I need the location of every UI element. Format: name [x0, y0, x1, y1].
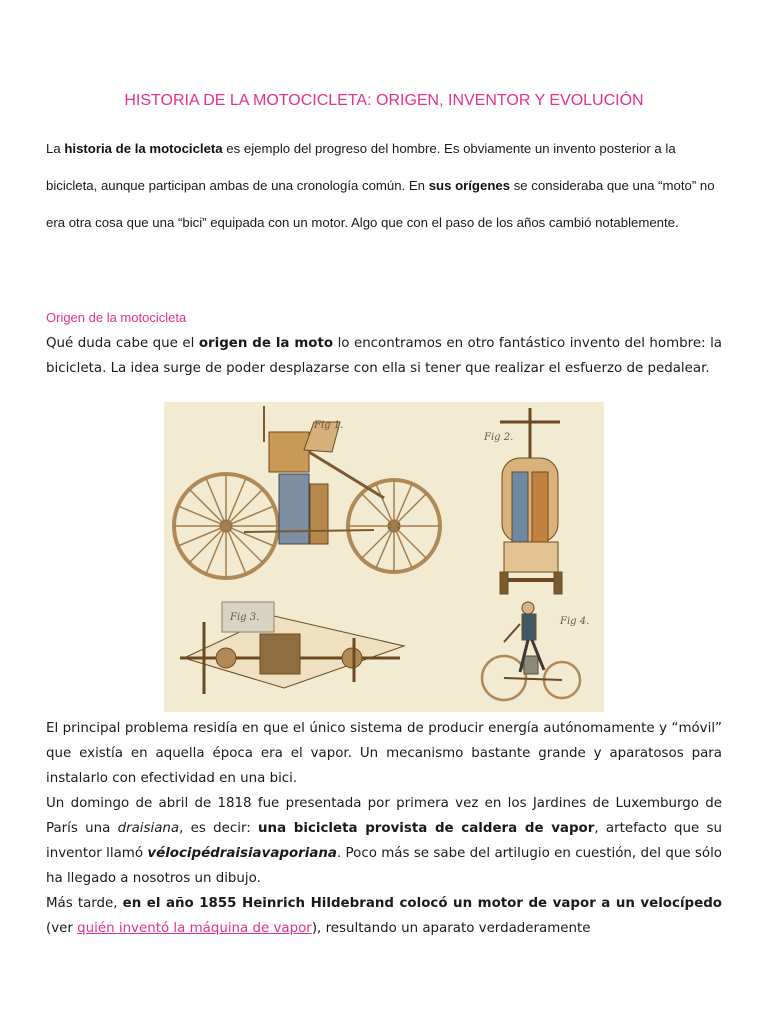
origin-text-2: lo encontramos en otro fantástico invento del hombre: la bicicleta. La idea surge de poder desplazarse con ella si tener que realizar el esfuerzo de pedalear.: [46, 336, 722, 376]
history-text-8: ), resultando un aparato verdaderamente: [311, 921, 591, 936]
intro-bold-2: sus orígenes: [428, 178, 511, 193]
fig3-label: Fig 3.: [230, 612, 260, 623]
intro-bold-1: historia de la motocicleta: [64, 141, 223, 156]
steam-engine-link[interactable]: quién inventó la máquina de vapor: [77, 921, 312, 936]
history-bold-1: una bicicleta provista de caldera de vapor: [258, 821, 595, 836]
history-text-4: , artefacto que su inventor llamó: [46, 821, 723, 861]
history-text-7: (ver: [46, 921, 78, 936]
fig3-drawing: [180, 602, 404, 694]
history-bold-2: en el año 1855 Heinrich Hildebrand colocó un motor de vapor a un velocípedo: [122, 896, 722, 911]
origin-text-1: Qué duda cabe que el: [46, 336, 199, 351]
history-text-5: . Poco más se sabe del artilugio en cuestión, del que sólo ha llegado a nosotros un dibujo.: [46, 846, 722, 886]
intro-text-2: es ejemplo del progreso del hombre. Es obviamente un invento posterior a la bicicleta, aunque participan ambas de una cronología común. En: [46, 141, 676, 193]
intro-text-1: La: [46, 141, 65, 156]
fig4-label: Fig 4.: [560, 616, 590, 627]
fig1-label: Fig 1.: [314, 420, 344, 431]
fig2-label: Fig 2.: [484, 432, 514, 443]
history-bold-italic: vélocipédraisiavaporiana: [147, 846, 337, 861]
history-text-6: Más tarde,: [46, 896, 123, 911]
fig4-drawing: [482, 602, 589, 700]
history-paragraph: [46, 716, 722, 941]
history-text-2: Un domingo de abril de 1818 fue presentada por primera vez en los Jardines de Luxemburgo de París una: [46, 796, 722, 836]
history-text-1: El principal problema residía en que el único sistema de producir energía autónomamente y “móvil” que existía en aquella época era el vapor. Un mecanismo bastante grande y aparatosos para instalarlo con efectividad en una bici.: [46, 721, 722, 786]
section-heading: Origen de la motocicleta: [46, 310, 187, 325]
page-title: HISTORIA DE LA MOTOCICLETA: ORIGEN, INVENTOR Y EVOLUCIÓN: [124, 92, 644, 109]
fig1-drawing: [174, 406, 440, 578]
patent-drawing: [164, 402, 604, 712]
origin-bold: origen de la moto: [198, 336, 334, 351]
patent-illustration: [164, 402, 604, 712]
fig2-drawing: [483, 408, 562, 594]
intro-text-3: se consideraba que una “moto” no era otra cosa que una “bici” equipada con un motor. Algo que con el paso de los años cambió notablemente.: [46, 178, 715, 230]
intro-paragraph: [46, 130, 726, 241]
history-text-3: , es decir:: [179, 821, 258, 836]
origin-paragraph: [46, 331, 722, 381]
history-italic-1: draisiana: [117, 821, 180, 836]
